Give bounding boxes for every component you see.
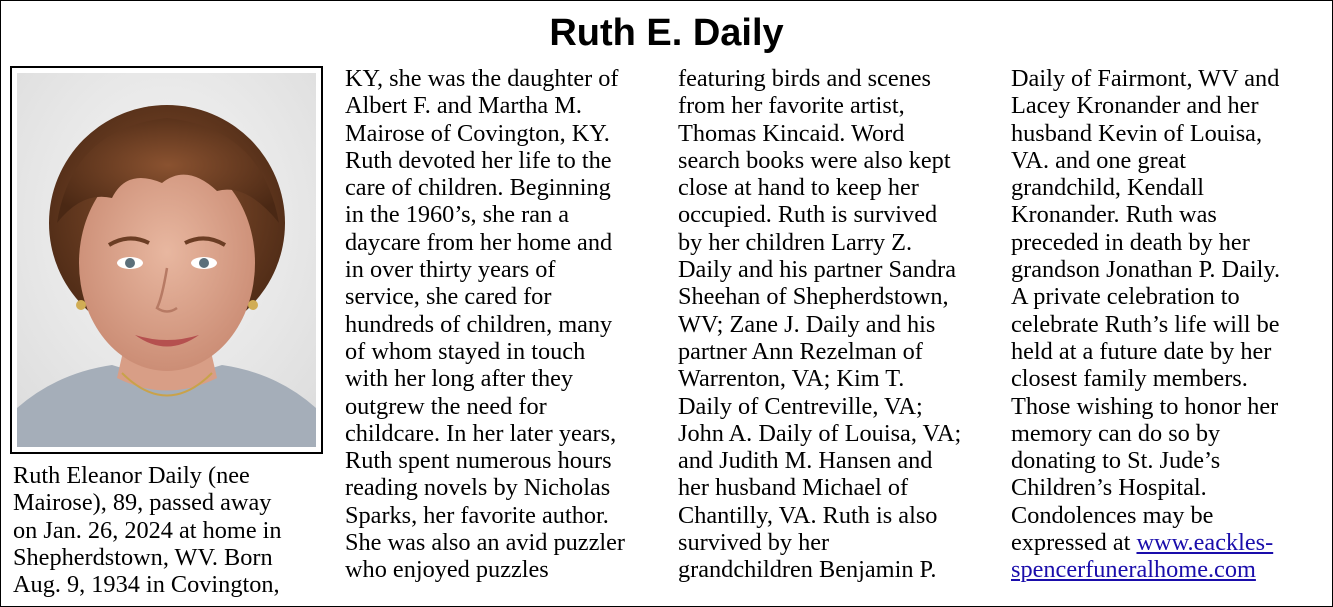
obituary-column-2: KY, she was the daughter of Albert F. and Martha M. Mairose of Covington, KY. Ruth devoted her life to the care of children. Beginning in the 1960’s, she ran a daycare from her home and in over thirty years of service, she cared for hundreds of children, many of whom stayed in touch with her long after they outgrew the need for childcare. In her later years, Ruth spent numerous hours reading novels by Nicholas Sparks, her favorite author. She was also an avid puzzler who enjoyed puzzles bbox=[345, 65, 625, 584]
obituary-column-4 bbox=[1011, 65, 1331, 584]
obituary-column-1: Ruth Eleanor Daily (nee Mairose), 89, passed away on Jan. 26, 2024 at home in Shepherdstown, WV. Born Aug. 9, 1934 in Covington, bbox=[13, 462, 282, 599]
funeral-home-link-line-2: spencerfuneralhome.com bbox=[1011, 556, 1256, 584]
obituary-column-3: featuring birds and scenes from her favorite artist, Thomas Kincaid. Word search books were also kept close at hand to keep her occupied. Ruth is survived by her children Larry Z. Daily and his partner Sandra Sheehan of Shepherdstown, WV; Zane J. Daily and his partner Ann Rezelman of Warrenton, VA; Kim T. Daily of Centreville, VA; John A. Daily of Louisa, VA; and Judith M. Hansen and her husband Michael of Chantilly, VA. Ruth is also survived by her grandchildren Benjamin P. bbox=[678, 65, 962, 584]
funeral-home-link-line-1: www.eackles- bbox=[1136, 529, 1274, 557]
portrait-photo bbox=[17, 73, 316, 447]
portrait-photo-frame bbox=[10, 66, 323, 454]
obituary-title: Ruth E. Daily bbox=[549, 12, 784, 54]
obituary-column-4-text: Daily of Fairmont, WV and Lacey Kronander and her husband Kevin of Louisa, VA. and one great grandchild, Kendall Kronander. Ruth was preceded in death by her grandson Jonathan P. Daily. A private celebration to celebrate Ruth’s life will be held at a future date by her closest family members. Those wishing to honor her memory can do so by donating to St. Jude’s Children’s Hospital. Condolences may be expressed at bbox=[1011, 65, 1281, 557]
